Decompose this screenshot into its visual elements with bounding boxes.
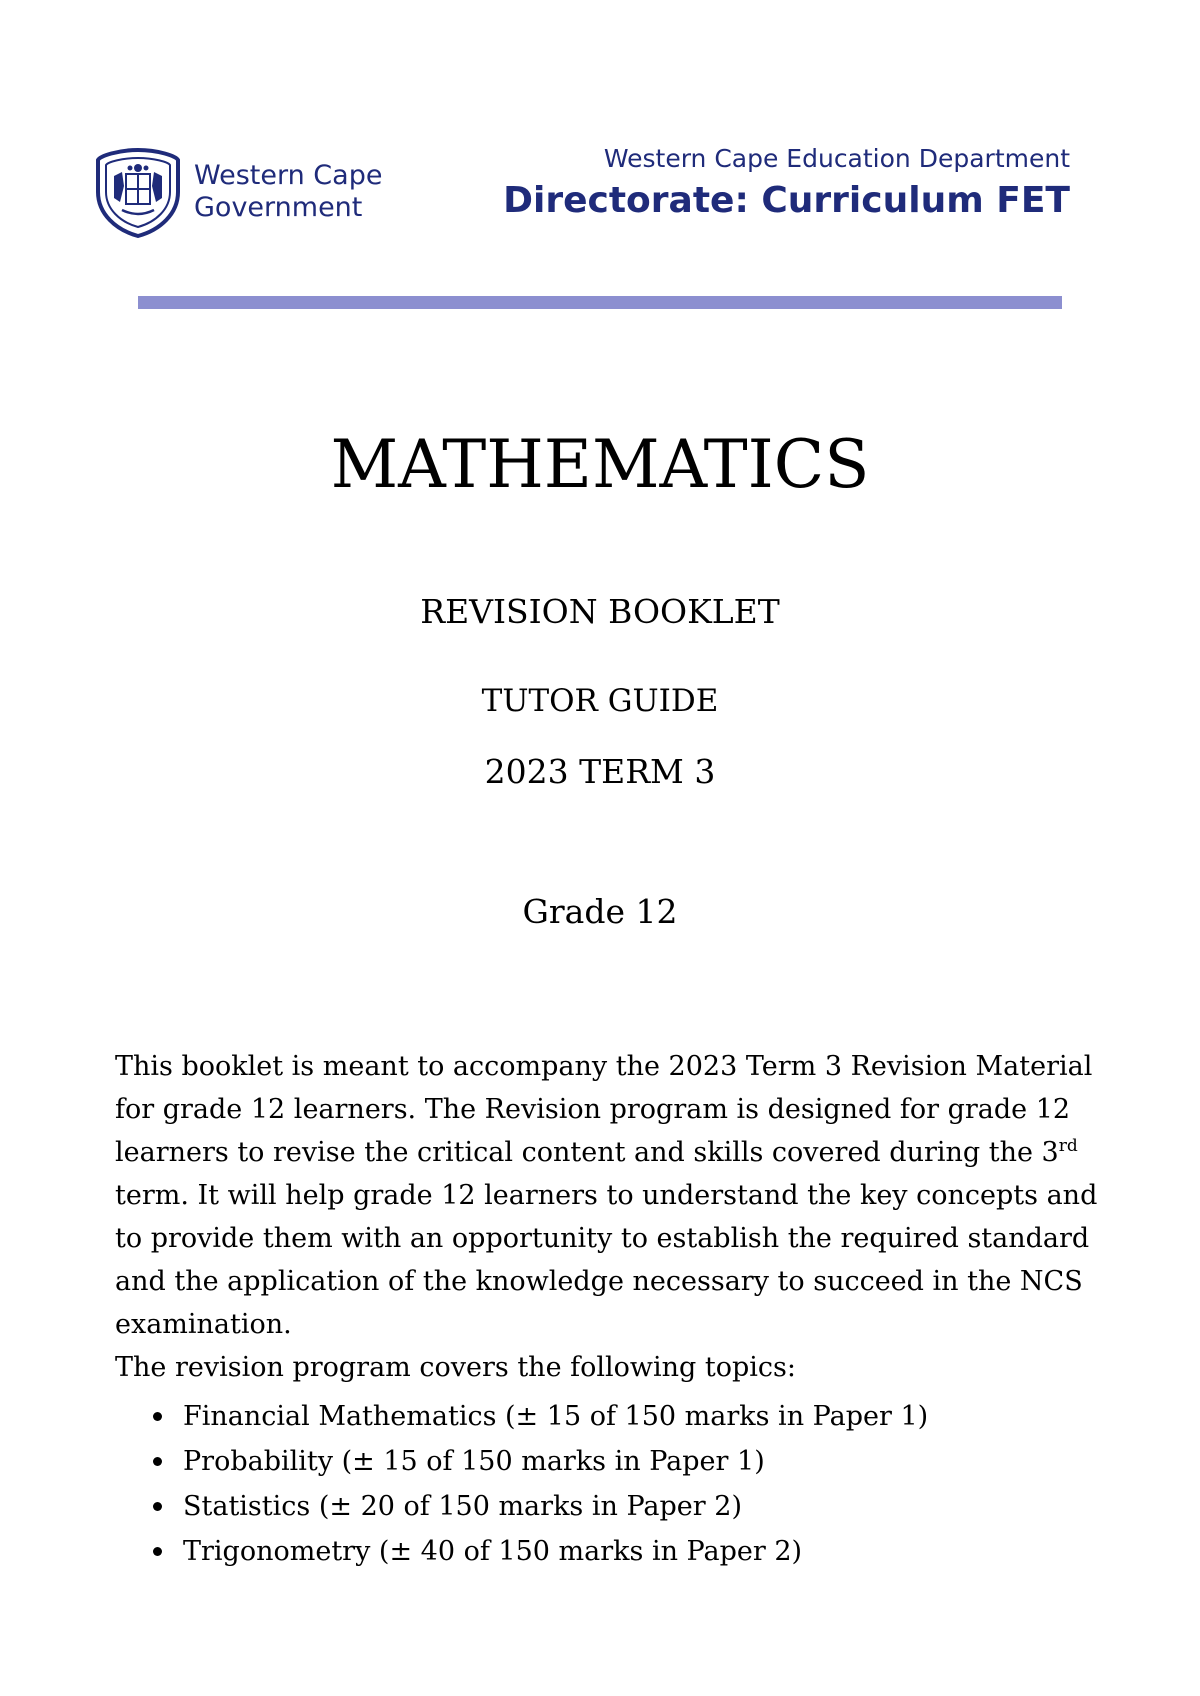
coat-of-arms-icon [92,146,184,238]
topic-label: Financial Mathematics (± 15 of 150 marks in Paper 1) [183,1401,929,1432]
bullet-icon [153,1457,162,1466]
intro-part2: term. It will help grade 12 learners to understand the key concepts and to provide them with an opportunity to establish the required standard and the application of the knowledge necessary to succeed in the NCS examination. [115,1180,1098,1340]
bullet-icon [153,1547,162,1556]
topic-list [115,1394,1105,1574]
topics-lead: The revision program covers the following topics: [115,1352,796,1383]
list-item [115,1394,1105,1439]
document-grade: Grade 12 [522,892,678,931]
government-name-line1: Western Cape [194,160,383,191]
document-title: MATHEMATICS [330,426,870,503]
list-item [115,1484,1105,1529]
header-divider [138,296,1062,309]
topic-label: Probability (± 15 of 150 marks in Paper 1) [183,1446,765,1477]
intro-text [115,1045,1105,1389]
intro-paragraph [115,1045,1105,1346]
intro-part1: This booklet is meant to accompany the 2023 Term 3 Revision Material for grade 12 learners. The Revision program is designed for grade 12 learners to revise the critical content and skills covered during the 3 [115,1051,1093,1168]
government-name-line2: Government [194,192,363,223]
list-item [115,1439,1105,1484]
department-name: Western Cape Education Department [603,144,1070,173]
topic-label: Trigonometry (± 40 of 150 marks in Paper 2) [183,1536,803,1567]
government-logo [92,146,412,238]
bullet-icon [153,1412,162,1421]
directorate-name: Directorate: Curriculum FET [503,180,1070,221]
document-subtitle-term: 2023 TERM 3 [484,752,716,791]
topic-label: Statistics (± 20 of 150 marks in Paper 2) [183,1491,742,1522]
list-item [115,1529,1105,1574]
bullet-icon [153,1502,162,1511]
government-name [194,160,382,224]
department-heading [503,142,1070,226]
intro-superscript: rd [1058,1136,1078,1156]
document-subtitle-guide: TUTOR GUIDE [481,683,719,719]
document-subtitle-revision: REVISION BOOKLET [420,592,780,631]
